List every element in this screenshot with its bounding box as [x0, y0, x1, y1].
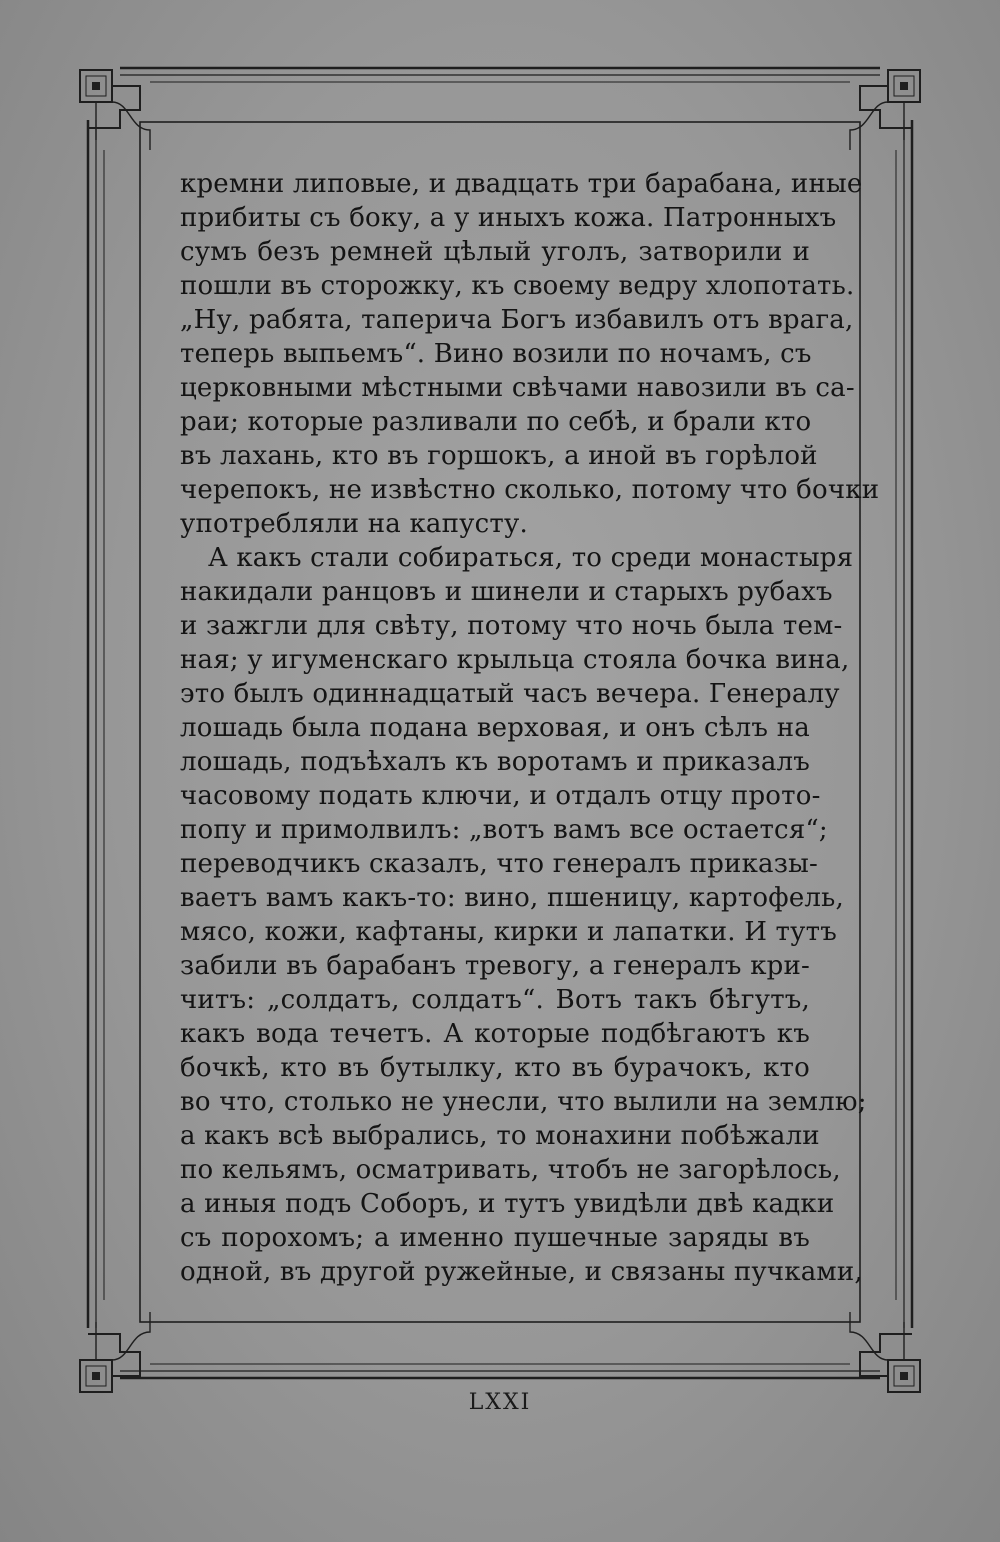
text-line: мясо, кожи, кафтаны, кирки и лапатки. И тутъ: [180, 917, 837, 947]
text-line: лошадь была подана верховая, и онъ сѣлъ на: [180, 713, 810, 743]
text-line: церковными мѣстными свѣчами навозили въ са-: [180, 373, 855, 403]
text-line: бочкѣ, кто въ бутылку, кто въ бурачокъ, кто: [180, 1053, 810, 1083]
text-line: какъ вода течетъ. А которые подбѣгаютъ къ: [180, 1019, 810, 1049]
page-number: LXXI: [468, 1390, 532, 1415]
text-line: ная; у игуменскаго крыльца стояла бочка вина,: [180, 645, 850, 675]
text-line: во что, столько не унесли, что вылили на землю;: [180, 1087, 867, 1117]
text-line: ваетъ вамъ какъ-то: вино, пшеницу, картофель,: [180, 883, 844, 913]
text-line: часовому подать ключи, и отдалъ отцу прото-: [180, 781, 821, 811]
text-line: а какъ всѣ выбрались, то монахини побѣжали: [180, 1121, 820, 1151]
text-line: употребляли на капусту.: [180, 509, 528, 539]
text-line: а иныя подъ Соборъ, и тутъ увидѣли двѣ кадки: [180, 1189, 835, 1219]
text-line: лошадь, подъѣхалъ къ воротамъ и приказалъ: [180, 747, 810, 777]
text-line: сумъ безъ ремней цѣлый уголъ, затворили и: [180, 237, 810, 267]
text-line: переводчикъ сказалъ, что генералъ приказы-: [180, 849, 818, 879]
text-line: попу и примолвилъ: „вотъ вамъ все остается“;: [180, 815, 828, 845]
text-line: одной, въ другой ружейные, и связаны пучками,: [180, 1257, 863, 1287]
text-line: черепокъ, не извѣстно сколько, потому что бочки: [180, 475, 880, 505]
paragraph-start-line: А какъ стали собираться, то среди монастыря: [208, 543, 854, 573]
text-line: кремни липовые, и двадцать три барабана, иные: [180, 169, 863, 199]
text-line: раи; которые разливали по себѣ, и брали кто: [180, 407, 812, 437]
text-line: это былъ одиннадцатый часъ вечера. Генералу: [180, 679, 840, 709]
text-line: теперь выпьемъ“. Вино возили по ночамъ, съ: [180, 339, 812, 369]
text-line: по кельямъ, осматривать, чтобъ не загорѣлось,: [180, 1155, 841, 1185]
text-line: „Ну, рабята, таперича Богъ избавилъ отъ врага,: [180, 305, 854, 335]
text-line: и зажгли для свѣту, потому что ночь была тем-: [180, 611, 843, 641]
text-line: въ лахань, кто въ горшокъ, а иной въ горѣлой: [180, 441, 818, 471]
text-line: пошли въ сторожку, къ своему ведру хлопотать.: [180, 271, 855, 301]
text-line: накидали ранцовъ и шинели и старыхъ рубахъ: [180, 577, 833, 607]
text-line: читъ: „солдатъ, солдатъ“. Вотъ такъ бѣгутъ,: [180, 985, 810, 1015]
body-text: [180, 166, 880, 1290]
text-line: забили въ барабанъ тревогу, а генералъ кри-: [180, 951, 810, 981]
text-line: съ порохомъ; а именно пушечные заряды въ: [180, 1223, 810, 1253]
text-line: прибиты съ боку, а у иныхъ кожа. Патронныхъ: [180, 203, 837, 233]
